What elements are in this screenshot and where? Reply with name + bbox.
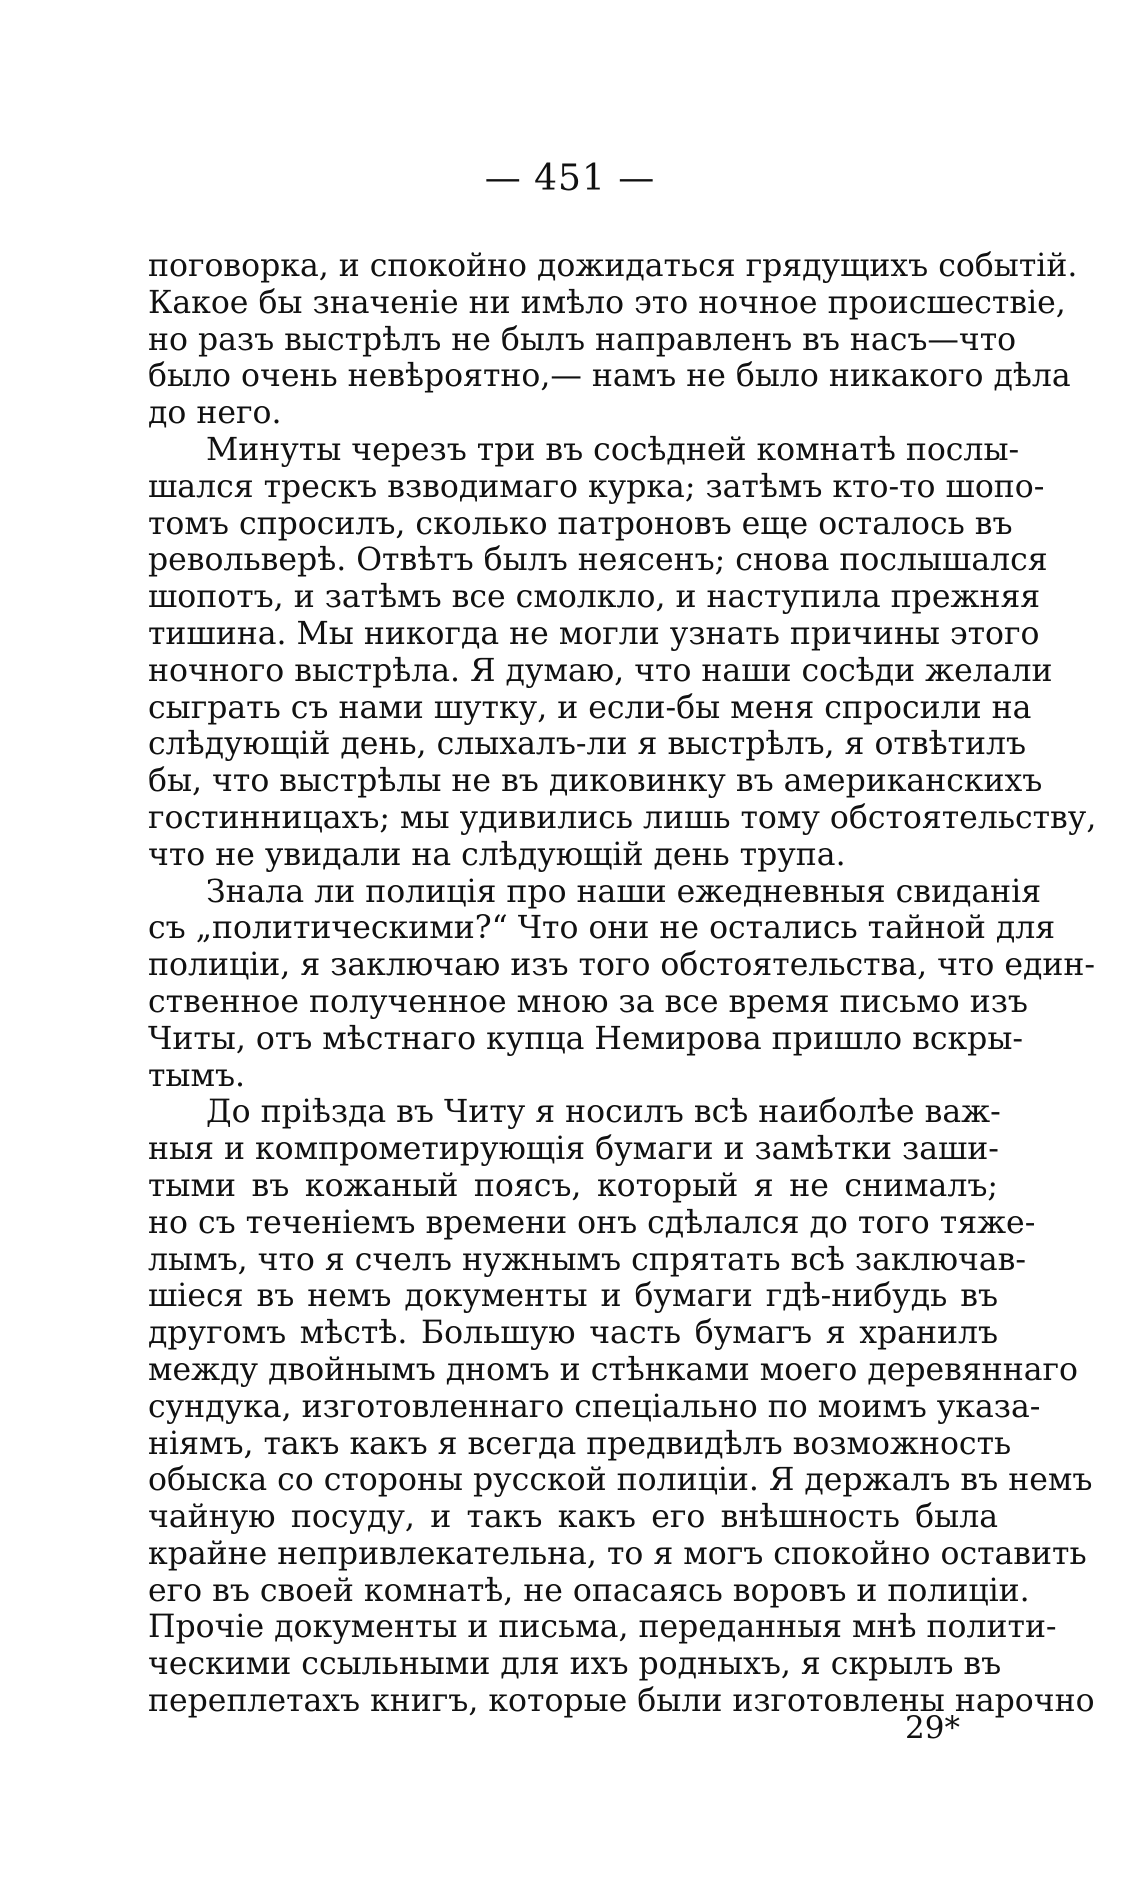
text-line: до него. bbox=[148, 395, 282, 432]
text-line: сундука, изготовленнаго спеціально по моимъ указа- bbox=[148, 1388, 1041, 1425]
text-line: Минуты черезъ три въ сосѣдней комнатѣ послы- bbox=[206, 431, 1020, 468]
body-text bbox=[148, 248, 1097, 1720]
text-line: ческими ссыльными для ихъ родныхъ, я скрылъ въ bbox=[148, 1646, 1002, 1683]
text-line: ственное полученное мною за все время письмо изъ bbox=[148, 983, 1028, 1020]
text-line: но разъ выстрѣлъ не былъ направленъ въ насъ—что bbox=[148, 321, 1017, 358]
text-line: полиціи, я заключаю изъ того обстоятельства, что един- bbox=[148, 947, 1095, 984]
text-line: лымъ, что я счелъ нужнымъ спрятать всѣ заключав- bbox=[148, 1241, 1026, 1278]
text-line: его въ своей комнатѣ, не опасаясь воровъ и полиціи. bbox=[148, 1572, 1030, 1609]
text-line: поговорка, и спокойно дожидаться грядущихъ событій. bbox=[148, 248, 1078, 284]
text-line: тымъ. bbox=[148, 1057, 246, 1094]
text-line: другомъ мѣстѣ. Большую часть бумагъ я хранилъ bbox=[148, 1315, 998, 1352]
printer-signature-mark: 29* bbox=[905, 1710, 960, 1746]
text-line: револьверѣ. Отвѣтъ былъ неясенъ; снова послышался bbox=[148, 542, 1048, 579]
text-line: Прочіе документы и письма, переданныя мнѣ полити- bbox=[148, 1609, 1057, 1646]
text-line: между двойнымъ дномъ и стѣнками моего деревяннаго bbox=[148, 1351, 1079, 1388]
page-number: — 451 — bbox=[484, 158, 656, 199]
text-line: Знала ли полиція про наши ежедневныя свиданія bbox=[206, 873, 1042, 910]
text-line: Читы, отъ мѣстнаго купца Немирова пришло вскры- bbox=[148, 1020, 1024, 1057]
text-line: сыграть съ нами шутку, и если-бы меня спросили на bbox=[148, 689, 1032, 726]
text-line: До пріѣзда въ Читу я носилъ всѣ наиболѣе важ- bbox=[206, 1094, 1001, 1131]
text-line: томъ спросилъ, сколько патроновъ еще осталось въ bbox=[148, 505, 1013, 542]
text-line: тишина. Мы никогда не могли узнать причины этого bbox=[148, 615, 1040, 652]
text-line: тыми въ кожаный поясъ, который я не снималъ; bbox=[148, 1167, 998, 1204]
text-line: ніямъ, такъ какъ я всегда предвидѣлъ возможность bbox=[148, 1425, 1012, 1462]
text-line: было очень невѣроятно,— намъ не было никакого дѣла bbox=[148, 358, 1071, 395]
text-line: обыска со стороны русской полиціи. Я держалъ въ немъ bbox=[148, 1462, 1093, 1499]
text-line: ночного выстрѣла. Я думаю, что наши сосѣди желали bbox=[148, 652, 1053, 689]
text-line: Какое бы значеніе ни имѣло это ночное происшествіе, bbox=[148, 284, 1066, 321]
text-line: слѣдующій день, слыхалъ-ли я выстрѣлъ, я отвѣтилъ bbox=[148, 726, 1027, 763]
text-line: ныя и компрометирующія бумаги и замѣтки заши- bbox=[148, 1131, 999, 1168]
text-line: чайную посуду, и такъ какъ его внѣшность была bbox=[148, 1499, 998, 1536]
text-line: переплетахъ книгъ, которые были изготовлены нарочно bbox=[148, 1683, 1095, 1720]
text-line: крайне непривлекательна, то я могъ спокойно оставить bbox=[148, 1535, 1087, 1572]
text-line: шопотъ, и затѣмъ все смолкло, и наступила прежняя bbox=[148, 579, 1041, 616]
text-line: шіеся въ немъ документы и бумаги гдѣ-нибудь въ bbox=[148, 1278, 998, 1315]
text-line: бы, что выстрѣлы не въ диковинку въ американскихъ bbox=[148, 763, 1043, 800]
text-line: шался трескъ взводимаго курка; затѣмъ кто-то шопо- bbox=[148, 468, 1045, 505]
text-line: гостинницахъ; мы удивились лишь тому обстоятельству, bbox=[148, 799, 1097, 836]
text-line: но съ теченіемъ времени онъ сдѣлался до того тяже- bbox=[148, 1204, 1036, 1241]
text-line: съ „политическими?“ Что они не остались тайной для bbox=[148, 910, 1056, 947]
text-line: что не увидали на слѣдующій день трупа. bbox=[148, 836, 846, 873]
